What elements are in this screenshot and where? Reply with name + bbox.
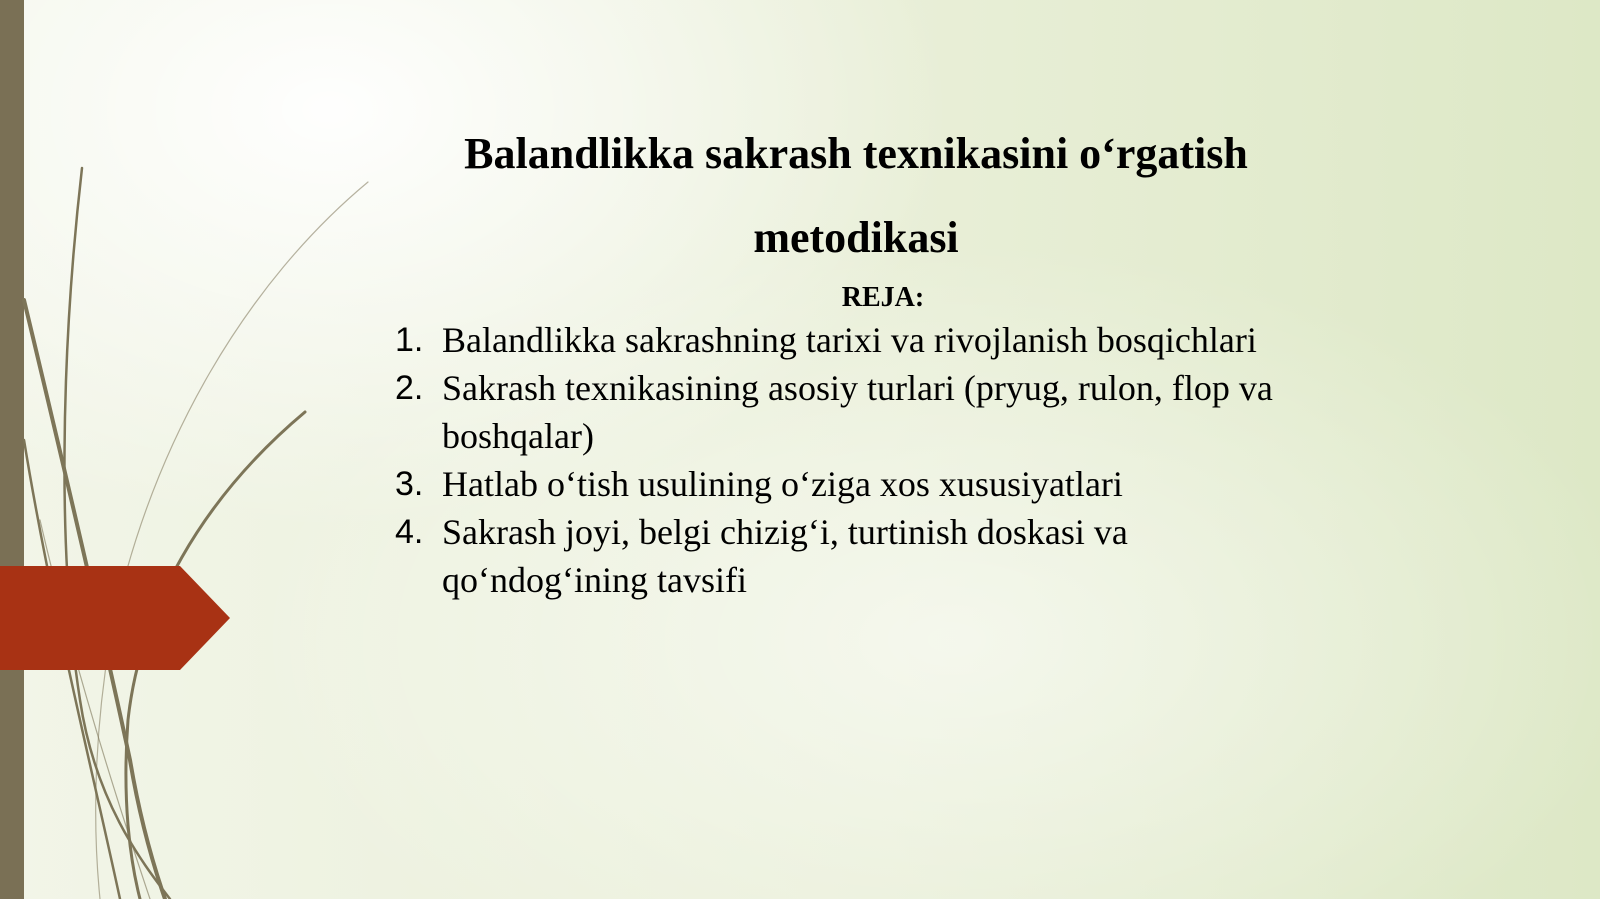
- plan-item-text: Sakrash joyi, belgi chizig‘i, turtinish doskasi va qo‘ndog‘ining tavsifi: [442, 512, 1128, 600]
- plan-item-number: 4.: [395, 513, 424, 551]
- red-arrow-tab: [0, 566, 230, 670]
- decorative-swoosh-lines: [0, 0, 420, 899]
- plan-item: [390, 508, 1290, 604]
- plan-item-number: 1.: [395, 321, 424, 359]
- plan-item-text: Sakrash texnikasining asosiy turlari (pryug, rulon, flop va boshqalar): [442, 368, 1273, 456]
- plan-item: [390, 364, 1290, 460]
- plan-item-text: Balandlikka sakrashning tarixi va rivojlanish bosqichlari: [442, 320, 1257, 360]
- plan-item: [390, 316, 1290, 364]
- plan-item-text: Hatlab o‘tish usulining o‘ziga xos xususiyatlari: [442, 464, 1123, 504]
- slide-title: Balandlikka sakrash texnikasini o‘rgatish metodikasi: [464, 129, 1248, 262]
- plan-item-number: 3.: [395, 465, 424, 503]
- plan-item: [390, 460, 1290, 508]
- plan-heading: REJA:: [841, 282, 925, 313]
- plan-list: [390, 316, 1290, 604]
- plan-item-number: 2.: [395, 369, 424, 407]
